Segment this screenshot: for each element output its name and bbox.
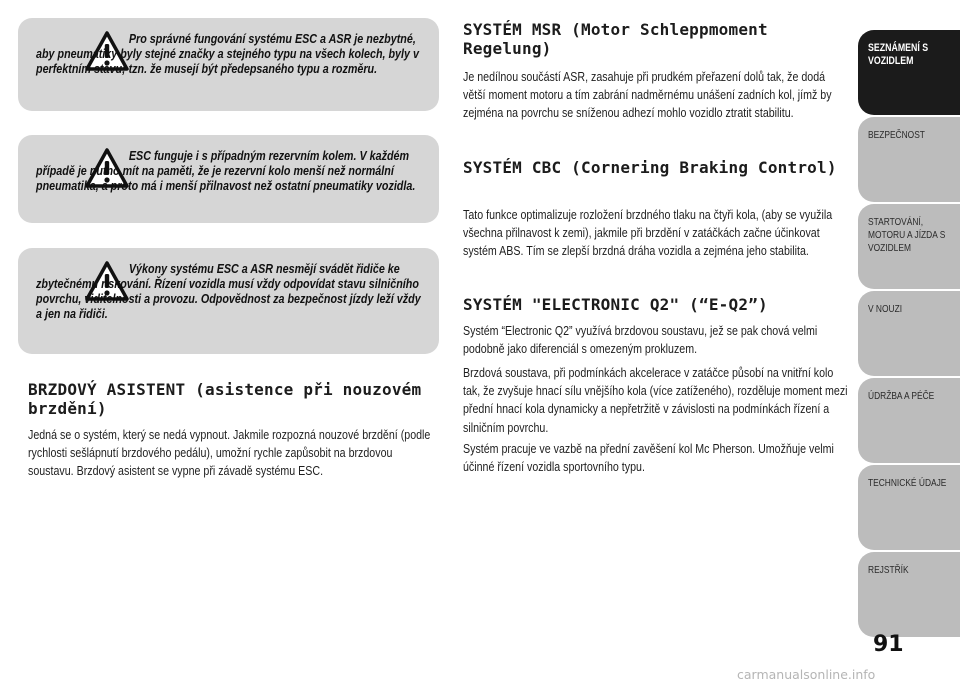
warning-box: [18, 18, 439, 111]
tab-startovani[interactable]: [858, 204, 960, 289]
warning-text: Výkony systému ESC a ASR nesmějí svádět řidiče ke zbytečnému riskování. Řízení vozidla musí vždy odpovídat stavu silničního povrchu, viditelnosti a provozu. Odpovědnost za bezpečnost jízdy leží vždy a jen na řidiči.: [36, 262, 421, 321]
tab-udrzba-a-pece[interactable]: [858, 378, 960, 463]
section-paragraph: Brzdová soustava, při podmínkách akcelerace v zatáčce působí na vnitřní kolo tak, že zvyšuje hnací sílu vnějšího kola (více zatíženého), rozděluje moment mezi přední hnací kola dynamicky a nepřetržitě v závislosti na podmínkách řízení a silničním povrchu.: [463, 365, 848, 435]
section-heading-brake-assist: BRZDOVÝ ASISTENT (asistence při nouzovém brzdění): [28, 380, 422, 418]
section-paragraph: Systém “Electronic Q2” využívá brzdovou soustavu, jež se pak chová velmi podobně jako diferenciál s omezeným prokluzem.: [463, 323, 818, 357]
tab-label: SEZNÁMENÍ S VOZIDLEM: [868, 42, 929, 67]
section-paragraph: Tato funkce optimalizuje rozložení brzdného tlaku na čtyři kola, (aby se využila všechna přilnavost k zemi), jakmile při brzdění v zatáčkách začne účinkovat systém ABS. Tím se zlepší brzdná dráha vozidla a zejména jeho stabilita.: [463, 207, 833, 259]
section-heading-e-q2: SYSTÉM "ELECTRONIC Q2" (“E-Q2”): [463, 295, 768, 314]
section-paragraph: Jedná se o systém, který se nedá vypnout. Jakmile rozpozná nouzové brzdění (podle rychlosti sešlápnutí brzdového pedálu), umožní rychle zapůsobit na brzdovou soustavu. Brzdový asistent se vypne při závadě systému ESC.: [28, 427, 431, 479]
section-paragraph: Je nedílnou součástí ASR, zasahuje při prudkém přeřazení dolů tak, že dodá větší moment motoru a tím zabrání nadměrnému unášení zadních kol, jímž by zejména na povrchu se sníženou adhezí mohlo vozidlo ztratit stabilitu.: [463, 69, 832, 121]
tab-label: REJSTŘÍK: [868, 564, 909, 576]
section-heading-msr: SYSTÉM MSR (Motor Schleppmoment Regelung): [463, 20, 768, 58]
tab-label: V NOUZI: [868, 303, 903, 315]
tab-technicke-udaje[interactable]: [858, 465, 960, 550]
warning-box: [18, 135, 439, 223]
warning-text: ESC funguje i s případným rezervním kolem. V každém případě je nutno mít na paměti, že je rezervní kolo menší než normální pneumatika, a proto má i menší přilnavost než ostatní pneumatiky vozidla.: [36, 149, 416, 193]
section-heading-cbc: SYSTÉM CBC (Cornering Braking Control): [463, 158, 837, 177]
section-paragraph: Systém pracuje ve vazbě na přední zavěšení kol Mc Pherson. Umožňuje velmi účinné řízení vozidla sportovního typu.: [463, 441, 834, 475]
tab-rejstrik[interactable]: [858, 552, 960, 637]
tab-label: BEZPEČNOST: [868, 129, 925, 141]
tab-label: STARTOVÁNÍ, MOTORU A JÍZDA S VOZIDLEM: [868, 216, 946, 254]
tab-seznameni-s-vozidlem[interactable]: [858, 30, 960, 115]
warning-box: [18, 248, 439, 354]
tab-label: ÚDRŽBA A PÉČE: [868, 390, 935, 402]
tab-label: TECHNICKÉ ÚDAJE: [868, 477, 947, 489]
page-number: 91: [873, 632, 904, 657]
tab-v-nouzi[interactable]: [858, 291, 960, 376]
tab-bezpecnost[interactable]: [858, 117, 960, 202]
warning-text: Pro správné fungování systému ESC a ASR je nezbytné, aby pneumatiky byly stejné značky a stejného typu na všech kolech, byly v perfektním stavu; tzn. že musejí být předepsaného typu a rozměru.: [36, 32, 419, 76]
watermark: carmanualsonline.info: [737, 667, 876, 682]
